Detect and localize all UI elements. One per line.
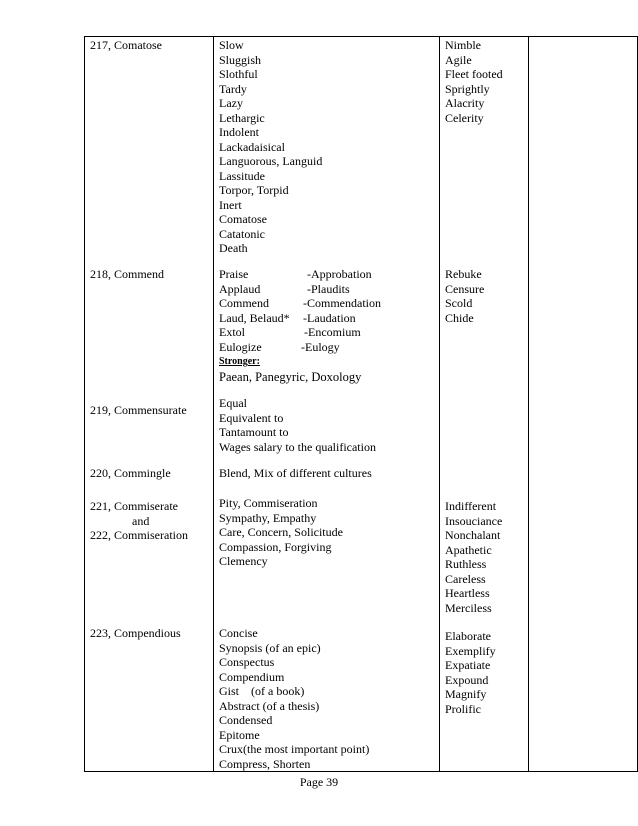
synonym: Gist (of a book) [219,684,305,698]
column-border [439,36,440,772]
antonym: Celerity [445,110,484,125]
entry-term-group [90,499,212,543]
synonym: Sympathy, Empathy [219,510,317,525]
synonym: Compendium [219,669,285,684]
synonym: Conspectus [219,655,275,669]
antonym: Insouciance [445,513,503,528]
synonym: Tardy [219,81,247,96]
synonym: Epitome [219,727,260,742]
antonym: Agile [445,52,472,67]
antonym: Careless [445,571,486,586]
synonym: Condensed [219,713,273,727]
entry-term-and: and [132,513,150,528]
entry-term: 217, Comatose [90,38,162,52]
antonym-list [445,267,527,325]
synonym: Synopsis (of an epic) [219,640,321,655]
synonym: Inert [219,197,242,212]
synonym: Wages salary to the qualification [219,439,376,454]
synonym: Slothful [219,67,258,81]
antonym-list [445,629,527,716]
synonym: -Plaudits [307,281,350,296]
synonym: Blend, Mix of different cultures [219,466,372,480]
antonym: Elaborate [445,629,491,643]
synonym: Praise [219,267,249,281]
synonym: Extol [219,325,245,339]
synonym: Abstract (of a thesis) [219,698,320,713]
antonym-list [445,38,527,125]
synonym: Commend [219,296,269,310]
synonym: Pity, Commiseration [219,496,318,510]
synonym-list [219,466,437,481]
antonym: Alacrity [445,96,485,110]
synonym: Crux(the most important point) [219,742,370,756]
synonym-pair [219,340,437,355]
synonym-list [219,267,437,385]
antonym: Censure [445,281,485,296]
entry-term: 218, Commend [90,267,164,281]
entry-term: 222, Commiseration [90,528,188,542]
column-border [528,36,529,772]
synonym: Clemency [219,554,268,568]
antonym: Merciless [445,600,492,615]
stronger-synonyms: Paean, Panegyric, Doxology [219,370,362,384]
synonym-pair [219,282,437,297]
antonym: Indifferent [445,499,497,513]
synonym-pair [219,311,437,326]
antonym: Rebuke [445,267,482,281]
synonym: Death [219,241,248,255]
synonym: Lackadaisical [219,139,285,154]
synonym: Languorous, Languid [219,154,323,168]
antonym: Scold [445,296,473,310]
synonym: Equivalent to [219,410,284,425]
synonym-list [219,396,437,454]
antonym: Ruthless [445,557,487,571]
synonym: Comatose [219,212,267,226]
synonym-pair [219,296,437,311]
antonym: Chide [445,310,474,325]
synonym: -Commendation [303,296,381,310]
synonym: Compress, Shorten [219,756,311,771]
antonym-list [445,499,527,615]
synonym-list [219,626,437,771]
synonym: Equal [219,396,247,410]
synonym: Torpor, Torpid [219,183,289,197]
entry-term: 220, Commingle [90,466,171,480]
synonym: Slow [219,38,244,52]
antonym: Magnify [445,687,487,701]
antonym: Fleet footed [445,67,503,81]
synonym: Eulogize [219,339,262,354]
synonym: Lethargic [219,110,265,125]
page-number: Page 39 [299,775,339,789]
synonym: Lassitude [219,168,265,183]
antonym: Expound [445,672,489,687]
antonym: Prolific [445,701,481,716]
synonym: Indolent [219,125,259,139]
column-border [84,36,85,772]
antonym: Nonchalant [445,528,501,542]
antonym: Sprightly [445,81,490,96]
antonym: Expatiate [445,658,491,672]
synonym-list [219,496,437,569]
synonym: Laud, Belaud* [219,310,290,325]
vocabulary-table [84,36,638,772]
entry-term: 223, Compendious [90,626,181,640]
table-top-border [84,36,638,37]
entry-term: 219, Commensurate [90,403,187,417]
column-border [213,36,214,772]
synonym-list [219,38,437,256]
stronger-label: Stronger: [219,356,260,367]
synonym: Sluggish [219,52,262,67]
synonym-pair [219,267,437,282]
table-bottom-border [84,771,638,772]
synonym: -Approbation [307,267,372,281]
synonym: Concise [219,626,258,640]
synonym: Lazy [219,96,243,110]
synonym: -Laudation [303,310,356,325]
synonym: Care, Concern, Solicitude [219,525,343,539]
synonym: -Eulogy [301,339,340,354]
antonym: Apathetic [445,542,492,557]
synonym: Catatonic [219,226,265,241]
antonym: Nimble [445,38,481,52]
synonym: Compassion, Forgiving [219,539,332,554]
entry-term: 221, Commiserate [90,499,178,513]
antonym: Heartless [445,586,490,600]
synonym: Applaud [219,281,261,296]
antonym: Exemplify [445,643,496,658]
synonym: -Encomium [304,325,361,339]
synonym: Tantamount to [219,425,289,439]
synonym-pair [219,325,437,340]
